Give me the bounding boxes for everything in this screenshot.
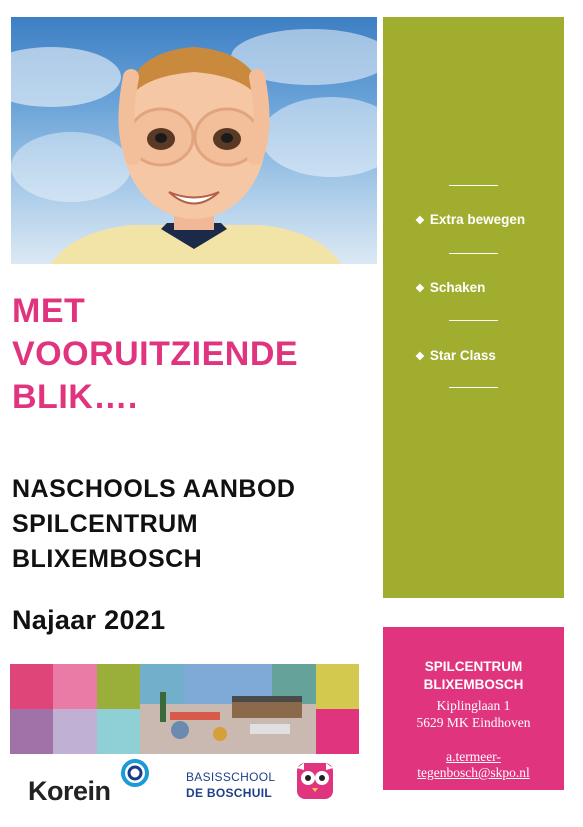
mosaic-tile bbox=[10, 664, 53, 709]
divider bbox=[449, 253, 498, 254]
mosaic-tile bbox=[53, 664, 97, 709]
sidebar-item-extra-bewegen bbox=[415, 212, 525, 227]
korein-wordmark: Korein bbox=[28, 776, 111, 806]
owl-icon bbox=[294, 760, 336, 802]
diamond-bullet-icon: ❖ bbox=[415, 351, 425, 363]
boschuil-logo bbox=[186, 770, 286, 800]
mosaic-tile bbox=[97, 664, 140, 709]
boschuil-line-2: DE BOSCHUIL bbox=[186, 786, 272, 800]
subtitle-line-1: NASCHOOLS AANBOD bbox=[12, 475, 296, 503]
divider bbox=[449, 387, 498, 388]
hero-illustration bbox=[11, 17, 377, 264]
sidebar-item-label: Star Class bbox=[429, 348, 496, 363]
divider bbox=[449, 320, 498, 321]
divider bbox=[449, 185, 498, 186]
contact-address bbox=[383, 697, 564, 731]
diamond-bullet-icon: ❖ bbox=[415, 283, 425, 295]
hero-photo bbox=[11, 17, 377, 264]
korein-ring-icon bbox=[120, 758, 150, 788]
contact-title-line-2: BLIXEMBOSCH bbox=[423, 677, 524, 692]
sidebar-item-label: Extra bewegen bbox=[429, 212, 526, 227]
color-mosaic bbox=[10, 664, 359, 754]
sidebar-item-label: Schaken bbox=[429, 280, 486, 295]
mosaic-tile bbox=[10, 709, 53, 754]
sidebar-item-schaken bbox=[415, 280, 485, 295]
email-line-1: a.termeer- bbox=[446, 749, 501, 764]
subtitle bbox=[12, 472, 377, 577]
contact-box bbox=[383, 627, 564, 790]
diamond-bullet-icon: ❖ bbox=[415, 215, 425, 227]
headline-line-1: MET bbox=[12, 292, 86, 330]
mosaic-tile bbox=[97, 709, 140, 754]
period-label: Najaar 2021 bbox=[12, 605, 166, 635]
mosaic-tile bbox=[316, 664, 359, 709]
contact-title bbox=[383, 658, 564, 694]
headline-line-3: BLIK…. bbox=[12, 378, 138, 416]
address-street: Kiplinglaan 1 bbox=[436, 698, 511, 713]
headline-line-2: VOORUITZIENDE bbox=[12, 335, 299, 373]
subtitle-line-3: BLIXEMBOSCH bbox=[12, 545, 203, 573]
email-line-2: tegenbosch@skpo.nl bbox=[417, 765, 530, 780]
mosaic-tile bbox=[53, 709, 97, 754]
contact-email-link[interactable] bbox=[383, 749, 564, 781]
school-playground-photo bbox=[140, 664, 316, 754]
korein-logo bbox=[28, 758, 168, 808]
address-city: 5629 MK Eindhoven bbox=[416, 715, 531, 730]
sidebar-item-star-class bbox=[415, 348, 496, 363]
mosaic-tile bbox=[316, 709, 359, 754]
subtitle-line-2: SPILCENTRUM bbox=[12, 510, 199, 538]
headline bbox=[12, 290, 372, 419]
activities-sidebar bbox=[383, 17, 564, 598]
boschuil-line-1: BASISSCHOOL bbox=[186, 770, 276, 784]
contact-title-line-1: SPILCENTRUM bbox=[424, 659, 523, 674]
